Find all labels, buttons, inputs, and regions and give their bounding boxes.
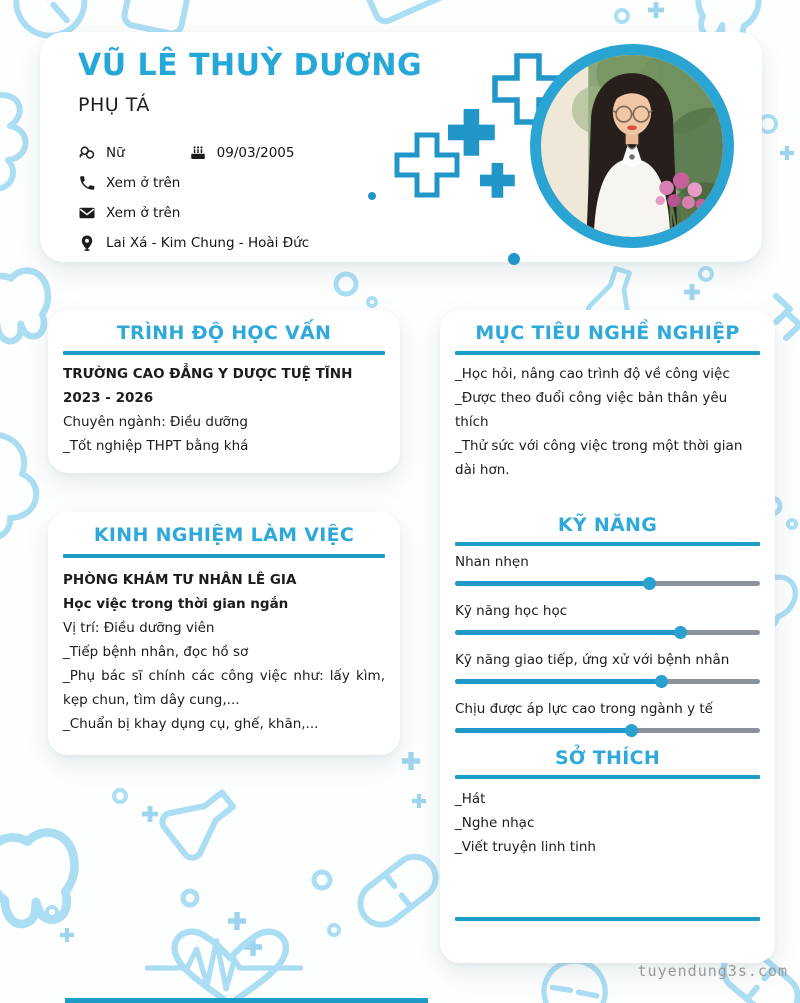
experience-rule	[63, 554, 385, 558]
skill-row	[455, 601, 760, 639]
email-row	[78, 204, 180, 222]
education-school: TRƯỜNG CAO ĐẲNG Y DƯỢC TUỆ TĨNH	[63, 366, 353, 382]
profile-photo	[530, 44, 734, 248]
profile-photo-illustration	[541, 55, 723, 237]
experience-task-list	[63, 640, 385, 736]
education-title: TRÌNH ĐỘ HỌC VẤN	[116, 322, 332, 344]
skill-slider[interactable]	[455, 625, 760, 639]
list-item: _Hát	[455, 791, 486, 807]
list-item: _Nghe nhạc	[455, 815, 535, 831]
skill-label: Chịu được áp lực cao trong ngành y tế	[455, 701, 713, 717]
slider-thumb[interactable]	[625, 724, 638, 737]
skill-list	[455, 552, 760, 748]
hobbies-rule	[455, 775, 760, 779]
gender-icon	[78, 144, 96, 162]
experience-duration: Học việc trong thời gian ngắn	[63, 596, 289, 612]
hobby-list	[455, 787, 760, 859]
birthday-value: 09/03/2005	[216, 145, 295, 161]
objective-rule	[455, 351, 760, 355]
slider-thumb[interactable]	[674, 626, 687, 639]
skill-label: Kỹ năng giao tiếp, ứng xử với bệnh nhân	[455, 652, 730, 668]
email-value: Xem ở trên	[106, 205, 181, 221]
email-icon	[78, 204, 96, 222]
address-row	[78, 234, 309, 252]
list-item: _Được theo đuổi công việc bản thân yêu thích	[455, 390, 728, 430]
phone-icon	[78, 174, 96, 192]
location-pin-icon	[78, 234, 96, 252]
address-value: Lai Xá - Kim Chung - Hoài Đức	[106, 235, 310, 251]
list-item: _Chuẩn bị khay dụng cụ, ghế, khăn,...	[63, 716, 319, 732]
birthday-cake-icon	[189, 144, 207, 162]
education-rule	[63, 351, 385, 355]
experience-position: Vị trí: Điều dưỡng viên	[63, 620, 215, 636]
right-column-card	[440, 310, 775, 963]
contact-info	[78, 138, 498, 258]
hobbies-title: SỞ THÍCH	[554, 747, 661, 769]
gender-value: Nữ	[106, 145, 125, 161]
slider-thumb[interactable]	[643, 577, 656, 590]
slider-fill	[455, 728, 632, 733]
experience-title: KINH NGHIỆM LÀM VIỆC	[93, 524, 355, 546]
experience-card	[48, 512, 400, 755]
education-period: 2023 - 2026	[63, 390, 154, 406]
education-card	[48, 310, 400, 473]
skills-rule	[455, 542, 760, 546]
slider-fill	[455, 581, 650, 586]
objective-list	[455, 362, 760, 482]
hobbies-bottom-rule	[455, 917, 760, 921]
list-item: _Phụ bác sĩ chính các công việc như: lấy kìm, kẹp chun, tìm dây cung,...	[63, 668, 385, 708]
list-item: _Viết truyện linh tinh	[455, 839, 596, 855]
candidate-name: VŨ LÊ THUỲ DƯƠNG	[78, 48, 423, 83]
skills-title: KỸ NĂNG	[557, 514, 658, 536]
skill-label: Nhan nhẹn	[455, 554, 529, 570]
list-item: _Tiếp bệnh nhân, đọc hồ sơ	[63, 644, 249, 660]
phone-row	[78, 174, 180, 192]
phone-value: Xem ở trên	[106, 175, 181, 191]
watermark-link[interactable]: tuyendung3s.com	[637, 962, 788, 980]
bottom-accent-bar	[65, 998, 428, 1003]
objective-title: MỤC TIÊU NGHỀ NGHIỆP	[475, 322, 740, 344]
skill-label: Kỹ năng học học	[455, 603, 568, 619]
skill-row	[455, 699, 760, 737]
experience-company: PHÒNG KHÁM TƯ NHÂN LÊ GIA	[63, 572, 297, 588]
skill-slider[interactable]	[455, 674, 760, 688]
slider-fill	[455, 679, 662, 684]
slider-fill	[455, 630, 681, 635]
list-item: _Thử sức với công việc trong một thời gian dài hơn.	[455, 438, 743, 478]
education-major: Chuyên ngành: Điều dưỡng	[63, 414, 248, 430]
skill-slider[interactable]	[455, 576, 760, 590]
skill-row	[455, 650, 760, 688]
skill-row	[455, 552, 760, 590]
list-item: _Học hỏi, nâng cao trình độ về công việc	[455, 366, 730, 382]
birthday-row	[189, 144, 295, 162]
skill-slider[interactable]	[455, 723, 760, 737]
education-note: _Tốt nghiệp THPT bằng khá	[63, 438, 249, 454]
gender-row	[78, 144, 125, 162]
job-title: PHỤ TÁ	[78, 94, 150, 116]
slider-thumb[interactable]	[655, 675, 668, 688]
